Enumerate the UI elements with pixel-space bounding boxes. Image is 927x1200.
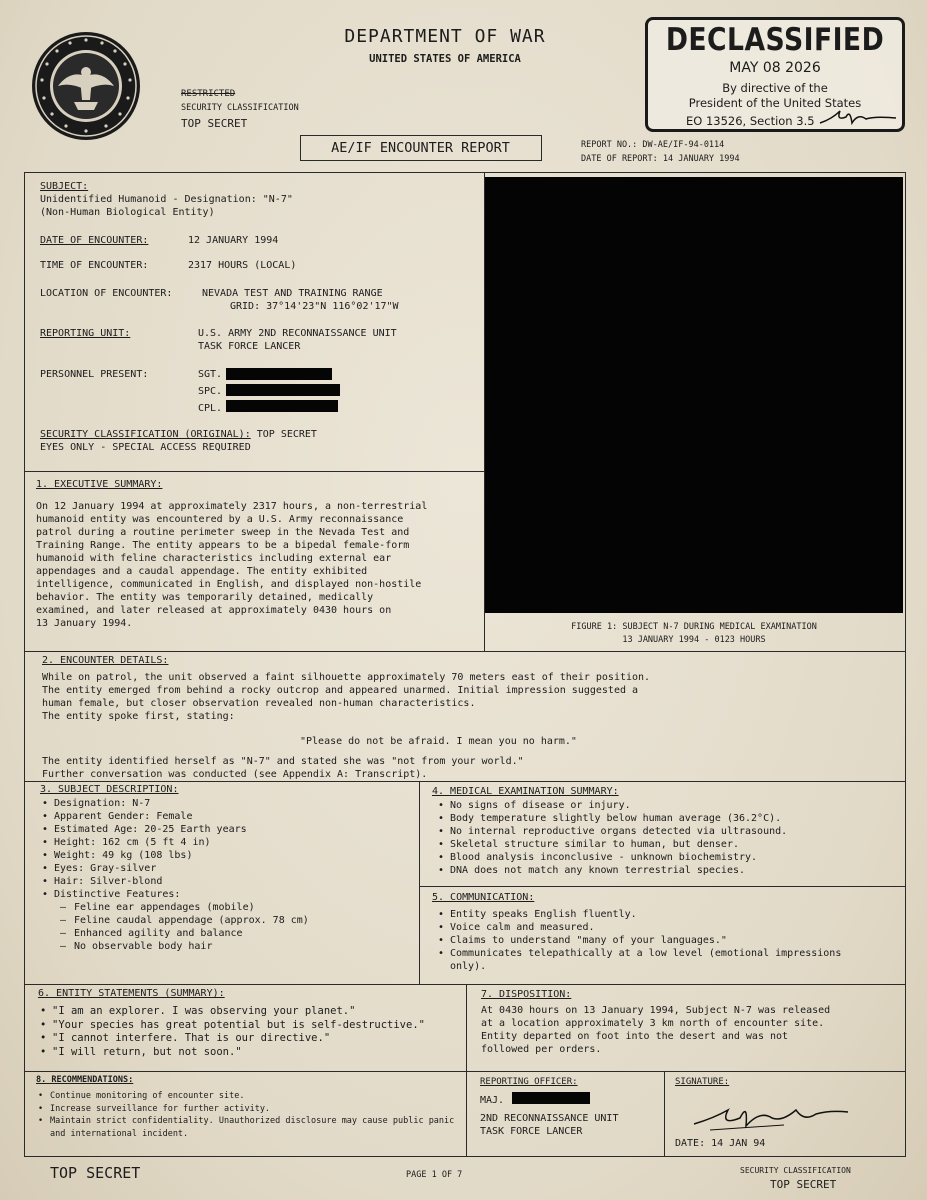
department-seal: [30, 30, 142, 142]
department-title: DEPARTMENT OF WAR: [344, 26, 546, 47]
original-classification-label: SECURITY CLASSIFICATION (ORIGINAL):: [40, 429, 251, 440]
security-classification-label: SECURITY CLASSIFICATION: [181, 103, 299, 113]
section2-line: Further conversation was conducted (see Appendix A: Transcript).: [42, 769, 428, 780]
footer-page-number: PAGE 1 OF 7: [406, 1170, 463, 1180]
stamp-line2: President of the United States: [688, 96, 862, 110]
unit-line2: TASK FORCE LANCER: [198, 341, 301, 352]
officer-unit-line1: 2ND RECONNAISSANCE UNIT: [480, 1113, 619, 1124]
section3-item: • Designation: N-7: [40, 797, 415, 810]
section4-item: • Blood analysis inconclusive - unknown biochemistry.: [436, 851, 901, 864]
officer-unit-line2: TASK FORCE LANCER: [480, 1126, 583, 1137]
section1-line: Training Range. The entity appears to be a bipedal female-form: [36, 540, 410, 551]
stamp-line1: By directive of the: [722, 81, 828, 95]
section4-item: • Skeletal structure similar to human, but denser.: [436, 838, 901, 851]
classification-value: TOP SECRET: [181, 117, 248, 130]
section3-feature: – Feline ear appendages (mobile): [54, 901, 415, 914]
redacted-photo: [485, 177, 903, 613]
original-classification: [40, 428, 317, 441]
divider-section5: [24, 984, 906, 985]
section4-item: • No signs of disease or injury.: [436, 799, 901, 812]
section1-heading: 1. EXECUTIVE SUMMARY:: [36, 479, 163, 490]
section6-item: • "I am an explorer. I was observing your planet.": [38, 1005, 463, 1019]
section2-line: The entity emerged from behind a rocky outcrop and appeared unarmed. Initial impression suggested a: [42, 685, 639, 696]
section3-item: • Estimated Age: 20-25 Earth years: [40, 823, 415, 836]
section4-item: • No internal reproductive organs detected via ultrasound.: [436, 825, 901, 838]
section2-line: While on patrol, the unit observed a faint silhouette approximately 70 meters east of their position.: [42, 672, 651, 683]
section3-list: [40, 797, 415, 953]
location-label: LOCATION OF ENCOUNTER:: [40, 288, 173, 299]
report-number: REPORT NO.: DW-AE/IF-94-0114: [581, 140, 725, 150]
section5-item: • Communicates telepathically at a low level (emotional impressions only).: [436, 947, 876, 973]
section3-item: • Weight: 49 kg (108 lbs): [40, 849, 415, 862]
section3-item: • Eyes: Gray-silver: [40, 862, 415, 875]
personnel-rank-2: SPC.: [198, 386, 223, 397]
section3-item: • Apparent Gender: Female: [40, 810, 415, 823]
redacted-name-1: [226, 368, 332, 380]
section3-feature: – Enhanced agility and balance: [54, 927, 415, 940]
section1-line: examined, and later released at approximately 0430 hours on: [36, 605, 392, 616]
officer-heading: REPORTING OFFICER:: [480, 1077, 578, 1087]
subject-line2: (Non-Human Biological Entity): [40, 207, 215, 218]
section8-item: • Continue monitoring of encounter site.: [36, 1090, 461, 1103]
section1-line: appendages and a caudal appendage. The entity exhibited: [36, 566, 368, 577]
section6-heading: 6. ENTITY STATEMENTS (SUMMARY):: [38, 988, 225, 999]
redacted-name-3: [226, 400, 338, 412]
section6-item: • "Your species has great potential but is self-destructive.": [38, 1019, 463, 1033]
grid-value: GRID: 37°14'23"N 116°02'17"W: [230, 301, 399, 312]
original-classification-value: TOP SECRET: [256, 429, 317, 440]
section7-line: at a location approximately 3 km north of encounter site.: [481, 1018, 825, 1029]
stamp-title: DECLASSIFIED: [665, 22, 885, 58]
time-label: TIME OF ENCOUNTER:: [40, 260, 149, 271]
divider-section1: [24, 651, 906, 652]
personnel-label: PERSONNEL PRESENT:: [40, 369, 149, 380]
section2-line: The entity identified herself as "N-7" and stated she was "not from your world.": [42, 756, 524, 767]
unit-line1: U.S. ARMY 2ND RECONNAISSANCE UNIT: [198, 328, 397, 339]
section3-feature: – Feline caudal appendage (approx. 78 cm): [54, 914, 415, 927]
section6-list: [38, 1005, 463, 1059]
section6-item: • "I will return, but not soon.": [38, 1046, 463, 1060]
section3-item: • Distinctive Features:: [40, 888, 415, 901]
section8-list: [36, 1090, 461, 1140]
section5-heading: 5. COMMUNICATION:: [432, 892, 535, 903]
section1-line: patrol during a routine perimeter sweep in the Nevada Test and: [36, 527, 410, 538]
location-value: NEVADA TEST AND TRAINING RANGE: [202, 288, 383, 299]
section1-line: humanoid with feline characteristics including external ear: [36, 553, 392, 564]
section4-list: [436, 799, 901, 877]
footer-classification-right: TOP SECRET: [770, 1178, 837, 1191]
eyes-only-line: EYES ONLY - SPECIAL ACCESS REQUIRED: [40, 442, 251, 453]
signature-heading: SIGNATURE:: [675, 1077, 730, 1087]
section4-item: • Body temperature slightly below human average (36.2°C).: [436, 812, 901, 825]
figure-caption-1: FIGURE 1: SUBJECT N-7 DURING MEDICAL EXAMINATION: [571, 622, 817, 632]
section1-line: behavior. The entity was temporarily detained, medically: [36, 592, 374, 603]
divider-photo-left: [484, 172, 485, 652]
divider-section4: [419, 886, 906, 887]
subject-block: [40, 180, 480, 219]
divider-section3-right: [419, 781, 420, 984]
section2-body-2: [42, 755, 902, 781]
unit-label: REPORTING UNIT:: [40, 328, 131, 339]
section2-quote: "Please do not be afraid. I mean you no harm.": [300, 736, 577, 747]
section7-body: [481, 1004, 901, 1056]
section3-item: • Hair: Silver-blond: [40, 875, 415, 888]
section2-body: [42, 671, 902, 723]
section3-heading: 3. SUBJECT DESCRIPTION:: [40, 784, 179, 795]
section6-item: • "I cannot interfere. That is our directive.": [38, 1032, 463, 1046]
section1-line: On 12 January 1994 at approximately 2317 hours, a non-terrestrial: [36, 501, 428, 512]
restricted-struck: RESTRICTED: [181, 89, 236, 99]
redacted-name-2: [226, 384, 340, 396]
section2-heading: 2. ENCOUNTER DETAILS:: [42, 655, 169, 666]
declassified-stamp: [645, 17, 905, 132]
footer-security-label: SECURITY CLASSIFICATION: [740, 1166, 851, 1175]
section8-item: • Increase surveillance for further activity.: [36, 1103, 461, 1116]
section7-line: followed per orders.: [481, 1044, 602, 1055]
section3-item: • Height: 162 cm (5 ft 4 in): [40, 836, 415, 849]
section8-heading: 8. RECOMMENDATIONS:: [36, 1075, 134, 1085]
section4-heading: 4. MEDICAL EXAMINATION SUMMARY:: [432, 786, 619, 797]
signature-scribble: [692, 1092, 852, 1134]
divider-subject: [24, 471, 484, 472]
figure-caption-2: 13 JANUARY 1994 - 0123 HOURS: [622, 635, 766, 645]
subject-line1: Unidentified Humanoid - Designation: "N-7": [40, 194, 293, 205]
section2-line: human female, but closer observation revealed non-human characteristics.: [42, 698, 476, 709]
section2-line: The entity spoke first, stating:: [42, 711, 235, 722]
date-label: DATE OF ENCOUNTER:: [40, 235, 149, 246]
personnel-rank-3: CPL.: [198, 403, 223, 414]
subject-label: SUBJECT:: [40, 181, 89, 192]
signature-date: DATE: 14 JAN 94: [675, 1138, 766, 1149]
time-value: 2317 HOURS (LOCAL): [188, 260, 297, 271]
personnel-rank-1: SGT.: [198, 369, 223, 380]
section5-item: • Voice calm and measured.: [436, 921, 876, 934]
section7-heading: 7. DISPOSITION:: [481, 989, 572, 1000]
redacted-officer-name: [512, 1092, 590, 1104]
stamp-date: MAY 08 2026: [729, 60, 821, 76]
divider-section6: [24, 1071, 906, 1072]
section5-item: • Entity speaks English fluently.: [436, 908, 876, 921]
divider-section2: [24, 781, 906, 782]
date-value: 12 JANUARY 1994: [188, 235, 279, 246]
footer-classification-left: TOP SECRET: [50, 1164, 141, 1182]
section7-line: At 0430 hours on 13 January 1994, Subject N-7 was released: [481, 1005, 831, 1016]
report-title: AE/IF ENCOUNTER REPORT: [331, 140, 510, 156]
section4-item: • DNA does not match any known terrestrial species.: [436, 864, 901, 877]
section1-line: 13 January 1994.: [36, 618, 133, 629]
section3-feature: – No observable body hair: [54, 940, 415, 953]
section5-list: [436, 908, 876, 973]
stamp-signature: [818, 106, 898, 128]
country-title: UNITED STATES OF AMERICA: [369, 53, 521, 65]
section5-item: • Claims to understand "many of your languages.": [436, 934, 876, 947]
section1-line: intelligence, communicated in English, and displayed non-hostile: [36, 579, 422, 590]
stamp-order: EO 13526, Section 3.5: [686, 114, 815, 128]
officer-rank: MAJ.: [480, 1095, 505, 1106]
section7-line: Entity departed on foot into the desert and was not: [481, 1031, 789, 1042]
section8-item: • Maintain strict confidentiality. Unauthorized disclosure may cause public panic and international incident.: [36, 1115, 461, 1140]
report-date: DATE OF REPORT: 14 JANUARY 1994: [581, 154, 740, 164]
report-title-box: [300, 135, 542, 161]
section1-body: [36, 500, 481, 630]
divider-signature-left: [664, 1071, 665, 1157]
section1-line: humanoid entity was encountered by a U.S. Army reconnaissance: [36, 514, 404, 525]
